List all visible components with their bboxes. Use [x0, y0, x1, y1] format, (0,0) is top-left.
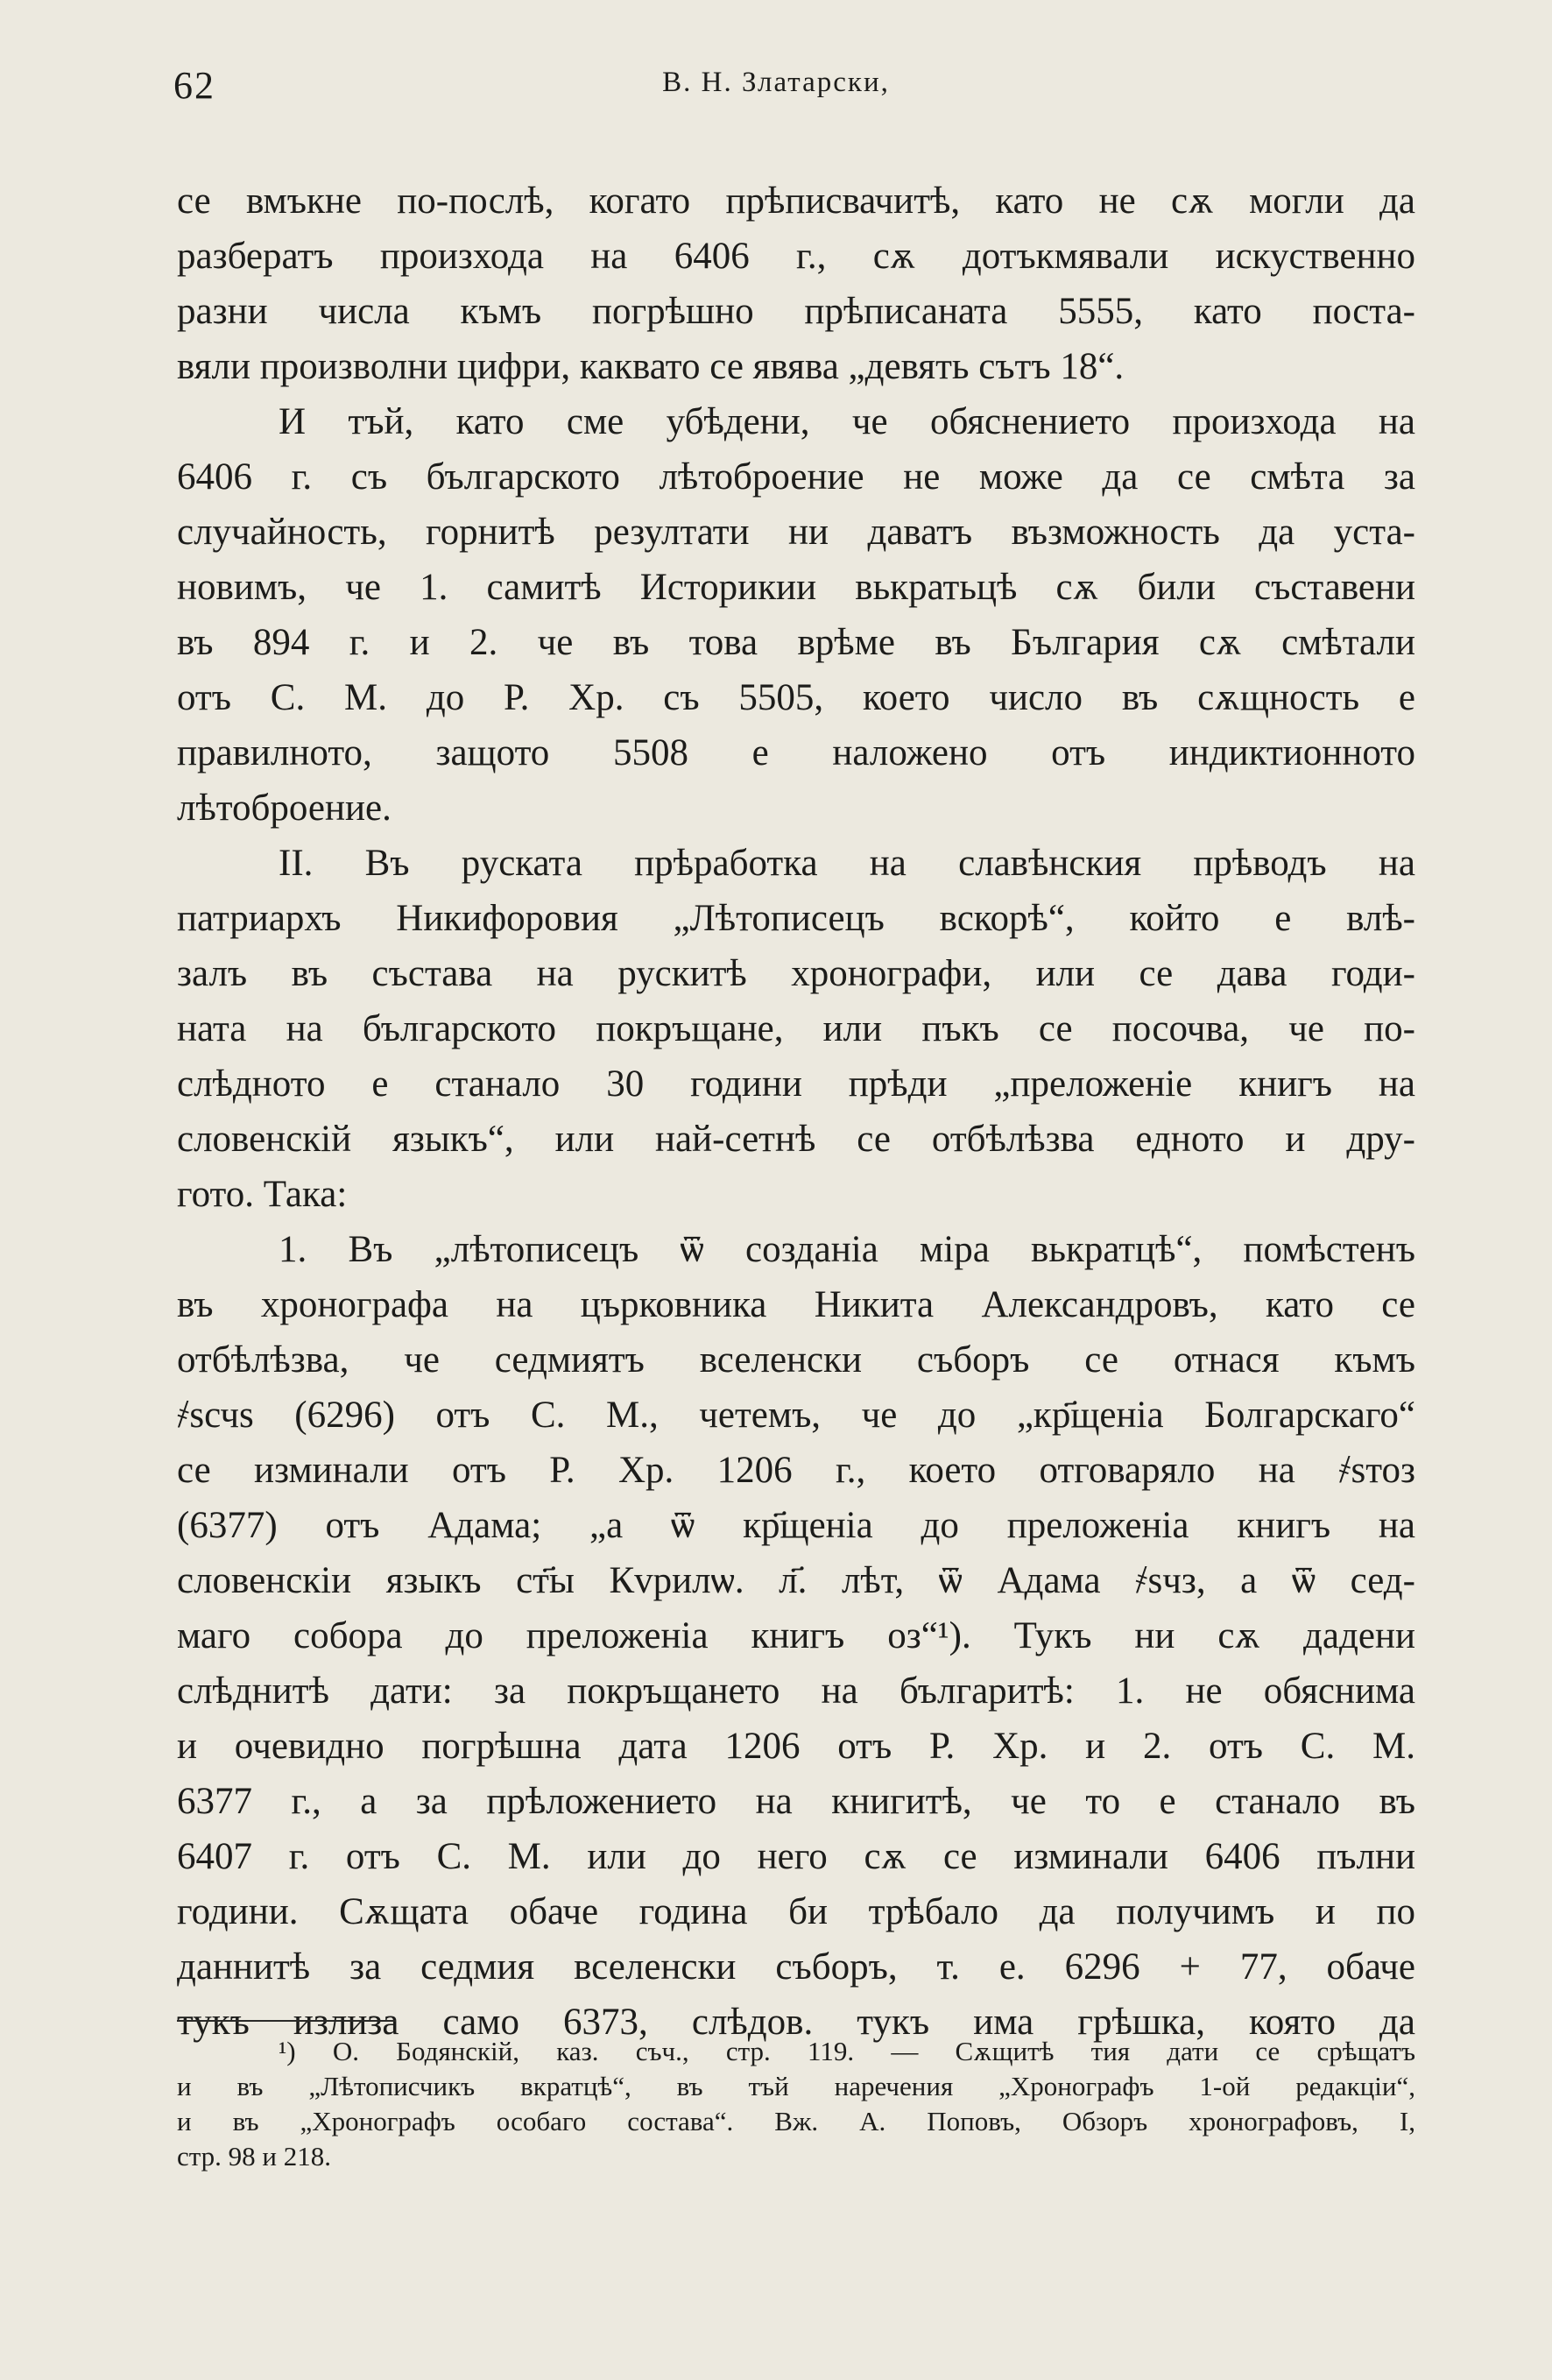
footnote-line: ¹) О. Бодянскій, каз. съч., стр. 119. — Сѫщитѣ тия дати се срѣщатъ	[279, 2036, 1415, 2066]
text-line: словенскiи языкъ ст҃ы Кvрилѡ. л҃. лѣт, ѿ Адама ҂ѕчз, а ѿ сед-	[177, 1560, 1415, 1601]
running-head: В. Н. Златарски,	[662, 67, 890, 98]
text-line: въ хронографа на църковника Никита Александровъ, като се	[177, 1284, 1415, 1325]
text-line: 6377 г., а за прѣложението на книгитѣ, че то е станало въ	[177, 1781, 1415, 1822]
text-line: отъ С. М. до Р. Хр. съ 5505, което число въ сѫщность е	[177, 677, 1415, 718]
text-line: залъ въ състава на рускитѣ хронографи, или се дава годи-	[177, 953, 1415, 994]
text-line: въ 894 г. и 2. че въ това врѣме въ България сѫ смѣтали	[177, 622, 1415, 663]
text-line: гото. Така:	[177, 1174, 348, 1215]
text-line: разни числа къмъ погрѣшно прѣписаната 5555, като поста-	[177, 291, 1415, 332]
footnote-line: стр. 98 и 218.	[177, 2141, 332, 2172]
text-line: отбѣлѣзва, че седмиятъ вселенски съборъ се отнася къмъ	[177, 1339, 1415, 1381]
footnote-line: и въ „Лѣтописчикъ вкратцѣ“, въ тъй наречения „Хронографъ 1-ой редакціи“,	[177, 2071, 1415, 2101]
text-line: вяли произволни цифри, каквато се явява „девять сътъ 18“.	[177, 346, 1125, 387]
text-line: слѣдното е станало 30 години прѣди „преложеніе книгъ на	[177, 1063, 1415, 1105]
text-line: ҂ѕсчѕ (6296) отъ С. М., четемъ, че до „кр҃щеніа Болгарскаго“	[177, 1395, 1415, 1436]
text-line: ната на българското покръщане, или пъкъ се посочва, че по-	[177, 1008, 1415, 1049]
text-line: (6377) отъ Адама; „а ѿ кр҃щеніа до преложеніа книгъ на	[177, 1505, 1415, 1546]
text-line: даннитѣ за седмия вселенски съборъ, т. е. 6296 + 77, обаче	[177, 1946, 1415, 1988]
text-line: маго собора до преложеніа книгъ оз“¹). Тукъ ни сѫ дадени	[177, 1615, 1415, 1656]
text-line: 6407 г. отъ С. М. или до него сѫ се изминали 6406 пълни	[177, 1836, 1415, 1877]
page-number: 62	[173, 64, 215, 107]
footnote-line: и въ „Хронографъ особаго состава“. Вж. А. Поповъ, Обзоръ хронографовъ, I,	[177, 2106, 1415, 2136]
text-line: се вмъкне по-послѣ, когато прѣписвачитѣ, като не сѫ могли да	[177, 180, 1415, 222]
text-line: години. Сѫщата обаче година би трѣбало да получимъ и по	[177, 1891, 1415, 1932]
text-line: 6406 г. съ българското лѣтоброение не може да се смѣта за	[177, 456, 1415, 498]
text-line: се изминали отъ Р. Хр. 1206 г., което отговаряло на ҂ѕтоз	[177, 1450, 1415, 1491]
text-line: 1. Въ „лѣтописецъ ѿ созданіа міра вькратцѣ“, помѣстенъ	[279, 1229, 1415, 1270]
text-line: лѣтоброение.	[177, 787, 392, 829]
text-line: правилното, защото 5508 е наложено отъ индиктионното	[177, 732, 1415, 773]
text-line: словенскій языкъ“, или най-сетнѣ се отбѣлѣзва едното и дру-	[177, 1119, 1415, 1160]
text-line: слѣднитѣ дати: за покръщането на българитѣ: 1. не обяснима	[177, 1670, 1415, 1712]
text-line: новимъ, че 1. самитѣ Историкии вькратьцѣ сѫ били съставени	[177, 567, 1415, 608]
text-line: и очевидно погрѣшна дата 1206 отъ Р. Хр. и 2. отъ С. М.	[177, 1726, 1415, 1767]
text-line: разбератъ произхода на 6406 г., сѫ дотъкмявали искуственно	[177, 236, 1415, 277]
text-line: II. Въ руската прѣработка на славѣнския прѣводъ на	[279, 843, 1415, 884]
main-text	[177, 173, 1415, 2050]
text-line: И тъй, като сме убѣдени, че обяснението произхода на	[279, 401, 1415, 442]
text-line: случайность, горнитѣ резултати ни даватъ възможность да уста-	[177, 512, 1415, 553]
footnote-rule	[177, 2020, 396, 2022]
text-line: патриархъ Никифоровия „Лѣтописецъ вскорѣ“, който е влѣ-	[177, 898, 1415, 939]
footnote	[177, 2034, 1415, 2174]
text-line: тукъ излиза само 6373, слѣдов. тукъ има грѣшка, която да	[177, 2002, 1415, 2043]
